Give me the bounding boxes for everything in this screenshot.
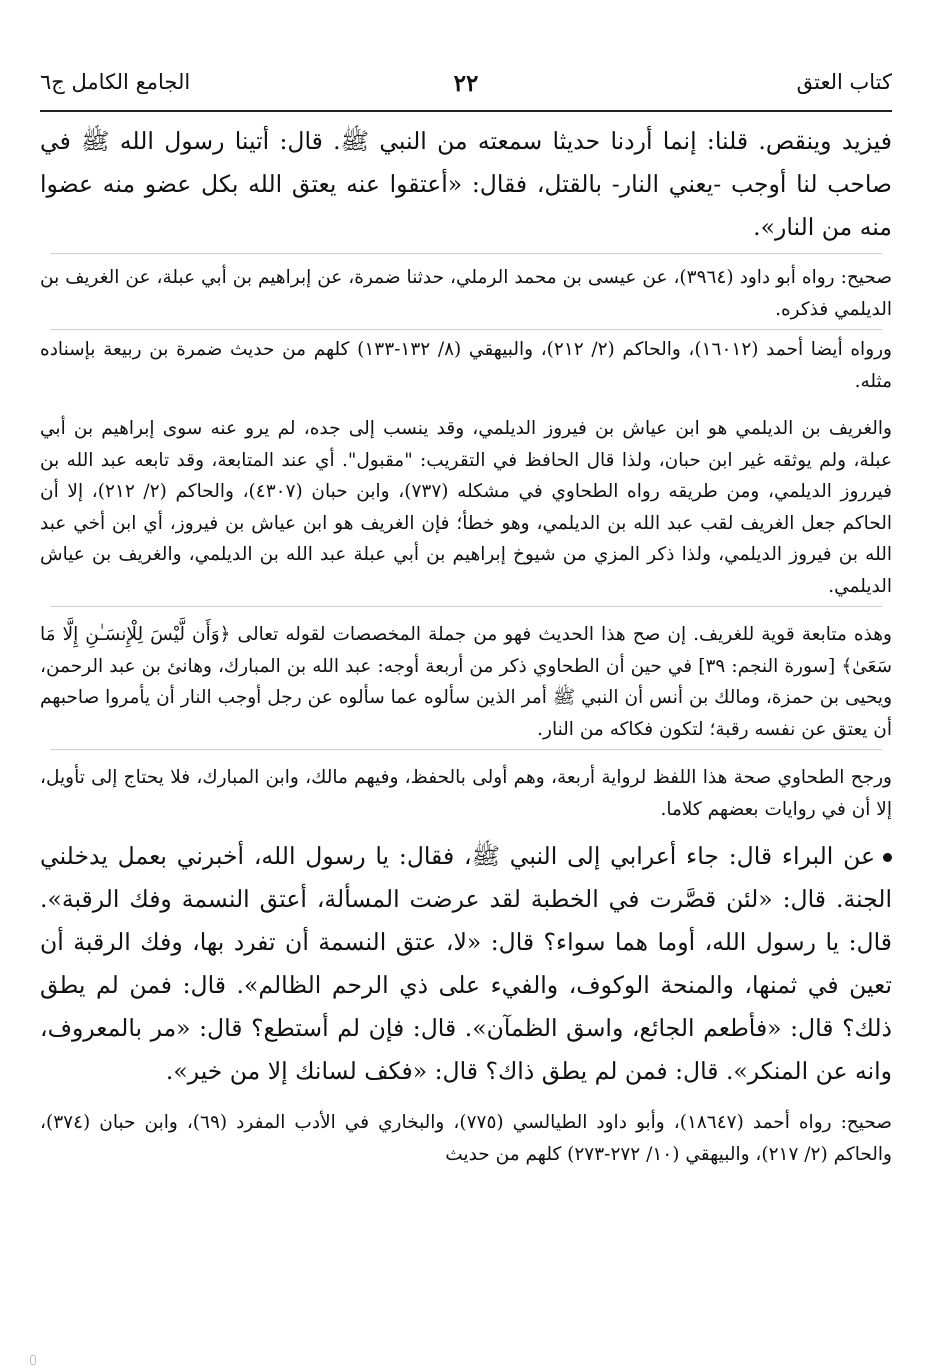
bullet-icon bbox=[883, 853, 892, 862]
grading-note-second: صحيح: رواه أحمد (١٨٦٤٧)، وأبو داود الطيالسي (٧٧٥)، والبخاري في الأدب المفرد (٦٩)، وابن حبان (٣٧٤)، والحاكم (٢/ ٢١٧)، والبيهقي (١٠/ ٢٧٢-٢٧٣) كلهم من حديث bbox=[40, 1112, 892, 1165]
book-page bbox=[40, 60, 892, 1360]
hadith-continuation-text: فيزيد وينقص. قلنا: إنما أردنا حديثا سمعته من النبي ﷺ. قال: أتينا رسول الله ﷺ في صاحب لنا أوجب -يعني النار- بالقتل، فقال: «أعتقوا عنه يعتق الله بكل عضو منه عضوا منه من النار». bbox=[40, 127, 892, 241]
page-number: ٢٢ bbox=[453, 70, 479, 97]
scan-mark-icon bbox=[30, 1355, 36, 1365]
grading-note: صحيح: رواه أبو داود (٣٩٦٤)، عن عيسى بن محمد الرملي، حدثنا ضمرة، عن إبراهيم بن أبي عبلة، عن الغريف بن الديلمي فذكره. bbox=[40, 267, 892, 320]
book-title: كتاب العتق bbox=[796, 70, 892, 94]
page-header bbox=[40, 60, 892, 112]
series-title: الجامع الكامل ج٦ bbox=[40, 70, 191, 94]
divider bbox=[50, 329, 882, 330]
hadith-text bbox=[40, 835, 892, 1093]
narrator-discussion: والغريف بن الديلمي هو ابن عياش بن فيروز الديلمي، وقد ينسب إلى جده، لم يرو عنه سوى إبراهيم بن أبي عبلة، ولم يوثقه غير ابن حبان، ولذا قال الحافظ في التقريب: "مقبول". أي عند المتابعة، وقد تابعه عبد الله بن فيرروز الديلمي، ومن طريقه رواه الطحاوي في مشكله (٧٣٧)، وابن حبان (٤٣٠٧)، والحاكم (٢/ ٢١٢)، إلا أن الحاكم جعل الغريف لقب عبد الله بن الديلمي، وهو خطأ؛ فإن الغريف هو ابن عياش بن فيروز، أي ابن أخي عبد الله بن فيروز الديلمي، ولذا ذكر المزي من شيوخ إبراهيم بن أبي عبلة عبد الله بن الديلمي، والغريف بن عياش الديلمي. bbox=[40, 418, 892, 597]
corroboration-discussion: وهذه متابعة قوية للغريف. إن صح هذا الحديث فهو من جملة المخصصات لقوله تعالى ﴿وَأَن لَّيْسَ لِلْإِنسَـٰنِ إِلَّا مَا سَعَىٰ﴾ [سورة النجم: ٣٩] في حين أن الطحاوي ذكر من أربعة أوجه: عبد الله بن المبارك، وهانئ بن عبد الرحمن، ويحيى بن حمزة، ومالك بن أنس أن النبي ﷺ أمر الذين سألوه عما سألوه عن رجل أوجب النار أن يأمروا صاحبهم أن يعتق عن نفسه رقبة؛ لتكون فكاكه من النار. bbox=[40, 624, 892, 740]
divider bbox=[50, 749, 882, 750]
additional-narrations-note: ورواه أيضا أحمد (١٦٠١٢)، والحاكم (٢/ ٢١٢)، والبيهقي (٨/ ١٣٢-١٣٣) كلهم من حديث ضمرة بن ربيعة بإسناده مثله. bbox=[40, 339, 892, 392]
divider bbox=[50, 606, 882, 607]
divider bbox=[50, 253, 882, 254]
tahawi-preference-note: ورجح الطحاوي صحة هذا اللفظ لرواية أربعة، وهم أولى بالحفظ، وفيهم مالك، وابن المبارك، فلا يحتاج إلى تأويل، إلا أن في روايات بعضهم كلاما. bbox=[40, 767, 892, 820]
hadith-body: عن البراء قال: جاء أعرابي إلى النبي ﷺ، فقال: يا رسول الله، أخبرني بعمل يدخلني الجنة. قال: «لئن قصَّرت في الخطبة لقد عرضت المسألة، أعتق النسمة وفك الرقبة». قال: يا رسول الله، أوما هما سواء؟ قال: «لا، عتق النسمة أن تفرد بها، وفك الرقبة أن تعين في ثمنها، والمنحة الوكوف، والفيء على ذي الرحم الظالم». قال: فمن لم يطق ذلك؟ قال: «فأطعم الجائع، واسق الظمآن». قال: فإن لم أستطع؟ قال: «مر بالمعروف، وانه عن المنكر». قال: فمن لم يطق ذاك؟ قال: «فكف لسانك إلا من خير». bbox=[40, 842, 892, 1085]
